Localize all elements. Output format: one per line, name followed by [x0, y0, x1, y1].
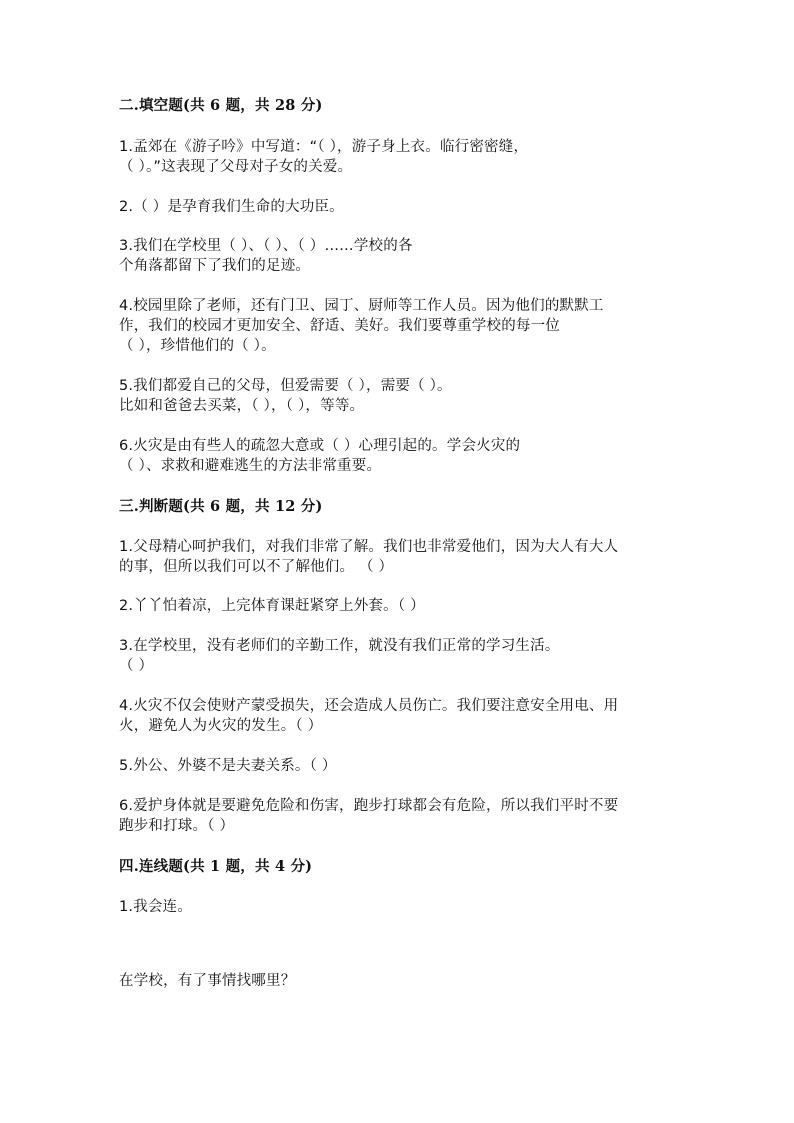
fill-q6-line1: 6.火灾是由有些人的疏忽大意或（ ）心理引起的。学会火灾的 [119, 438, 521, 454]
judge-q6-line2: 跑步和打球。（ ） [119, 818, 235, 834]
judge-q1-line1: 1.父母精心呵护我们，对我们非常了解。我们也非常爱他们，因为大人有大人 [119, 539, 619, 555]
judge-q4-line1: 4.火灾不仅会使财产蒙受损失，还会造成人员伤亡。我们要注意安全用电、用 [119, 698, 619, 714]
fill-q1-line1: 1.孟郊在《游子吟》中写道：“（ ），游子身上衣。临行密密缝， [119, 139, 529, 155]
judge-q4-line2: 火，避免人为火灾的发生。（ ） [119, 718, 323, 734]
section-heading-matching: 四.连线题(共 1 题，共 4 分) [119, 858, 313, 875]
fill-q2-line1: 2.（ ）是孕育我们生命的大功臣。 [119, 199, 344, 215]
judge-q2-line1: 2.丫丫怕着凉，上完体育课赶紧穿上外套。（ ） [119, 598, 425, 614]
fill-q3-line1: 3.我们在学校里（ ）、（ ）、（ ）……学校的各 [119, 238, 413, 254]
judge-q3-line2: （ ） [119, 658, 154, 674]
judge-q3-line1: 3.在学校里，没有老师们的辛勤工作，就没有我们正常的学习生活。 [119, 638, 560, 654]
fill-q6-line2: （ ）、求救和避难逃生的方法非常重要。 [119, 458, 382, 474]
section-heading-true-false: 三.判断题(共 6 题，共 12 分) [119, 498, 323, 515]
match-q1-line1: 1.我会连。 [119, 899, 193, 915]
fill-q5-line2: 比如和爸爸去买菜，（ ），（ ），等等。 [119, 398, 365, 414]
fill-q1-line2: （ ）。”这表现了父母对子女的关爱。 [119, 159, 353, 175]
judge-q6-line1: 6.爱护身体就是要避免危险和伤害，跑步打球都会有危险，所以我们平时不要 [119, 798, 619, 814]
fill-q4-line3: （ ），珍惜他们的（ ）。 [119, 338, 276, 354]
judge-q5-line1: 5.外公、外婆不是夫妻关系。（ ） [119, 758, 337, 774]
match-prompt: 在学校，有了事情找哪里？ [119, 973, 296, 989]
fill-q3-line2: 个角落都留下了我们的足迹。 [119, 258, 311, 274]
section-heading-fill-in: 二.填空题(共 6 题，共 28 分) [119, 97, 323, 114]
fill-q4-line2: 作，我们的校园才更加安全、舒适、美好。我们要尊重学校的每一位 [119, 318, 560, 334]
fill-q5-line1: 5.我们都爱自己的父母，但爱需要（ ），需要（ ）。 [119, 378, 452, 394]
judge-q1-line2: 的事，但所以我们可以不了解他们。 （ ） [119, 559, 394, 575]
fill-q4-line1: 4.校园里除了老师，还有门卫、园丁、厨师等工作人员。因为他们的默默工 [119, 298, 604, 314]
